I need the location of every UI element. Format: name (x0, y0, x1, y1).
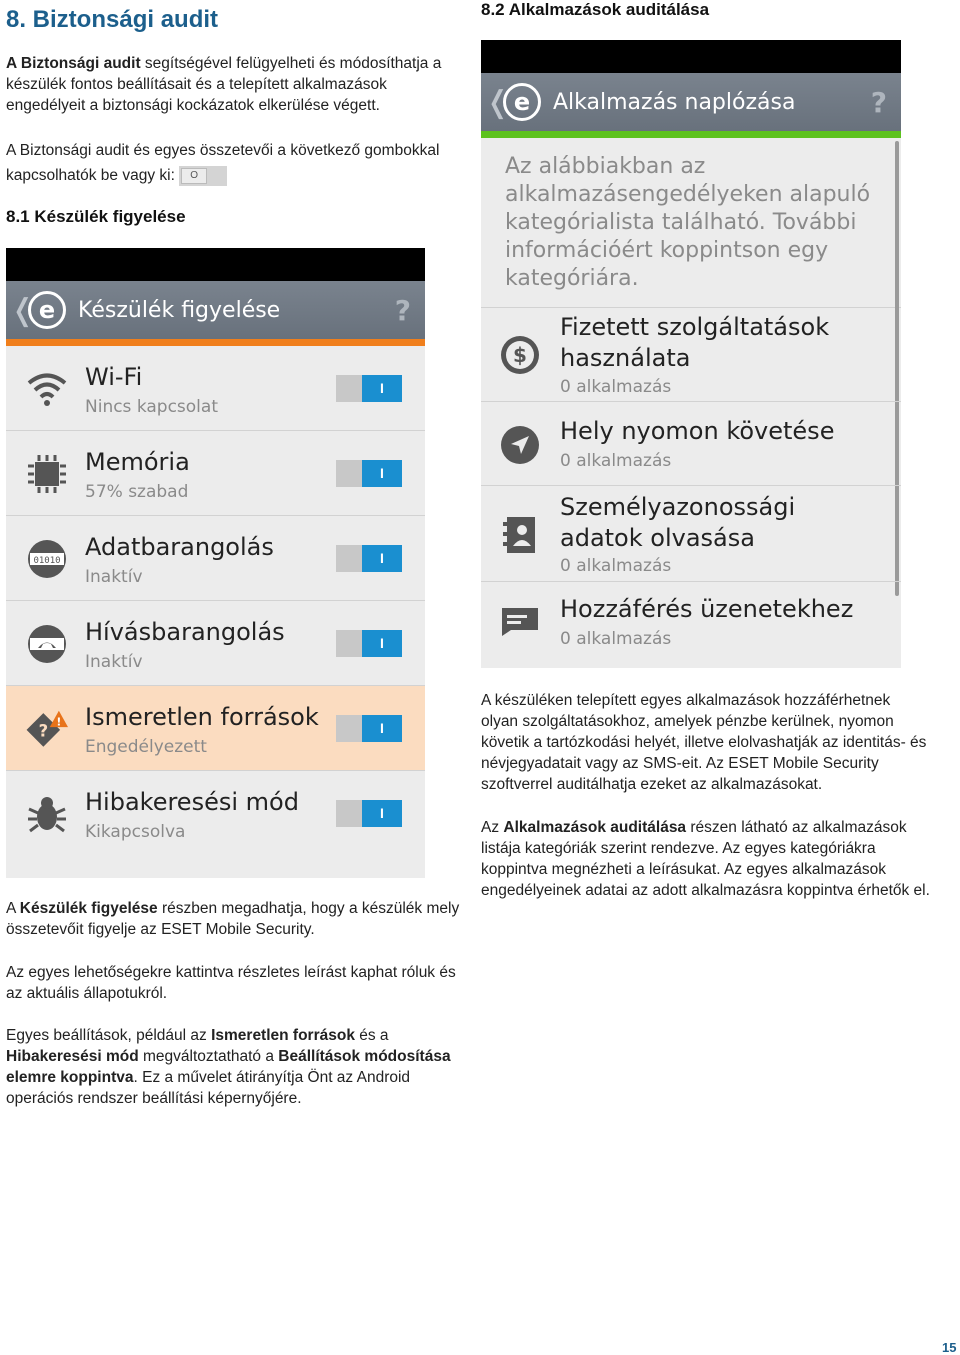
paragraph-device-monitoring (6, 898, 461, 940)
accent-bar (6, 339, 425, 346)
bold-term: Hibakeresési mód (6, 1048, 139, 1065)
list-item-status: Engedélyezett (85, 737, 207, 757)
list-item-title: Hívásbarangolás (85, 618, 285, 646)
location-arrow-icon (499, 424, 541, 466)
data-roaming-globe-icon (26, 538, 68, 580)
list-item-debug-mode[interactable] (6, 771, 425, 856)
list-item-status: Nincs kapcsolat (85, 397, 218, 417)
unknown-sources-toggle[interactable] (336, 715, 402, 742)
text: részben megadhatja, hogy a készülék mely összetevőit figyelje az ESET Mobile Security. (6, 900, 460, 938)
app-category-list (481, 138, 901, 668)
app-bar-title: Készülék figyelése (78, 297, 281, 323)
list-item-title: Wi-Fi (85, 363, 143, 391)
bold-term: Ismeretlen források (211, 1027, 355, 1044)
monitor-list (6, 346, 425, 878)
category-location[interactable] (481, 402, 901, 486)
toggle-knob: I (362, 800, 402, 827)
bug-icon (26, 793, 68, 835)
list-item-title: Memória (85, 448, 190, 476)
status-bar (6, 248, 425, 281)
list-item-call-roaming[interactable] (6, 601, 425, 686)
toggle-knob: I (362, 715, 402, 742)
list-item-title: Adatbarangolás (85, 533, 274, 561)
memory-chip-icon (26, 453, 68, 495)
category-count: 0 alkalmazás (560, 377, 672, 397)
call-roaming-globe-icon (26, 623, 68, 665)
category-messages[interactable] (481, 582, 901, 662)
category-intro-text: Az alábbiakban az alkalmazásengedélyeken alapuló kategórialista található. További információért koppintson egy kategóriára. (481, 138, 901, 308)
app-bar (481, 73, 901, 131)
text: Az (481, 819, 504, 836)
category-count: 0 alkalmazás (560, 629, 672, 649)
unknown-sources-warning-icon (26, 708, 68, 750)
svg-text:?: ? (38, 721, 49, 741)
toggle-example-knob: O (181, 168, 207, 184)
text: Egyes beállítások, például az (6, 1027, 212, 1044)
text: részen látható az alkalmazások listája kategóriák szerint rendezve. Az egyes kategóriákra koppintva megnézheti a leírásukat. Az egyes alkalmazások engedélyeinek adatai az adott alkalmazásra koppintva érhetők el. (481, 819, 930, 899)
list-item-title: Hibakeresési mód (85, 788, 299, 816)
toggle-knob: I (362, 630, 402, 657)
status-bar (481, 40, 901, 73)
contact-card-icon (499, 514, 541, 556)
device-monitoring-screenshot (6, 248, 425, 878)
app-bar (6, 281, 425, 339)
intro-paragraph-2 (6, 138, 456, 188)
message-icon (499, 600, 541, 642)
intro-bold-term: A Biztonsági audit (6, 55, 141, 72)
category-count: 0 alkalmazás (560, 451, 672, 471)
text: és a (354, 1027, 389, 1044)
list-item-unknown-sources[interactable] (6, 686, 425, 771)
text: A (6, 900, 20, 917)
category-title: Hozzáférés üzenetekhez (560, 595, 854, 623)
toggle-knob: I (362, 545, 402, 572)
svg-text:$: $ (513, 343, 527, 367)
list-item-data-roaming[interactable] (6, 516, 425, 601)
page-title: 8. Biztonsági audit (6, 6, 219, 33)
text: . Ez a művelet átirányítja Önt az Android operációs rendszer beállítási képernyőjére. (6, 1069, 411, 1107)
text: megváltoztatható a (138, 1048, 279, 1065)
app-audit-screenshot (481, 40, 901, 668)
list-item-status: 57% szabad (85, 482, 189, 502)
app-bar-title: Alkalmazás naplózása (553, 89, 796, 115)
eset-logo-icon: e (503, 83, 541, 121)
list-item-status: Inaktív (85, 652, 143, 672)
intro-text: segítségével felügyelheti és módosíthatja a készülék fontos beállításait és a telepített alkalmazások engedélyeit a biztonsági kockázatok elkerülése végett. (6, 55, 442, 114)
data-roaming-toggle[interactable] (336, 545, 402, 572)
list-item-memory[interactable] (6, 431, 425, 516)
section-heading-8-2: 8.2 Alkalmazások auditálása (481, 0, 710, 19)
category-paid-services[interactable] (481, 308, 901, 402)
toggle-knob: I (362, 460, 402, 487)
memory-toggle[interactable] (336, 460, 402, 487)
debug-mode-toggle[interactable] (336, 800, 402, 827)
accent-bar (481, 131, 901, 138)
call-roaming-toggle[interactable] (336, 630, 402, 657)
bold-term: Beállítások módosítása elemre koppintva (6, 1048, 451, 1086)
list-item-status: Kikapcsolva (85, 822, 186, 842)
list-item-status: Inaktív (85, 567, 143, 587)
category-title: Hely nyomon követése (560, 417, 835, 445)
paragraph-app-audit (481, 817, 931, 901)
back-icon[interactable]: ❬ (10, 292, 36, 328)
category-title: Személyazonossági adatok olvasása (560, 493, 796, 552)
category-title: Fizetett szolgáltatások használata (560, 313, 830, 372)
wifi-icon (26, 368, 68, 410)
list-item-wifi[interactable] (6, 346, 425, 431)
paragraph-details: Az egyes lehetőségekre kattintva részletes leírást kaphat róluk és az aktuális állapotukról. (6, 964, 456, 1002)
section-heading-8-1: 8.1 Készülék figyelése (6, 207, 186, 226)
bold-term: Alkalmazások auditálása (503, 819, 687, 836)
page-number: 15 (942, 1340, 957, 1355)
category-count: 0 alkalmazás (560, 556, 672, 576)
svg-text:!: ! (56, 715, 62, 729)
help-icon[interactable]: ? (870, 85, 887, 119)
toggle-example-icon (179, 166, 227, 186)
back-icon[interactable]: ❬ (485, 84, 511, 120)
toggle-knob: I (362, 375, 402, 402)
intro-2-text: A Biztonsági audit és egyes összetevői a következő gombokkal kapcsolhatók be vagy ki: (6, 142, 440, 184)
svg-text:01010: 01010 (33, 556, 61, 566)
paragraph-app-access: A készüléken telepített egyes alkalmazások hozzáférhetnek olyan szolgáltatásokhoz, amelyek pénzbe kerülnek, nyomon követik a tartózkodási helyét, illetve elolvashatják az identitás- és névjegyadatait vagy az SMS-eit. Az ESET Mobile Security szoftverrel auditálhatja ezeket az alkalmazásokat. (481, 692, 927, 793)
wifi-toggle[interactable] (336, 375, 402, 402)
paragraph-settings (6, 1025, 456, 1109)
dollar-icon (499, 334, 541, 376)
category-identity[interactable] (481, 486, 901, 582)
help-icon[interactable]: ? (394, 293, 411, 327)
bold-term: Készülék figyelése (19, 900, 158, 917)
eset-logo-icon: e (28, 291, 66, 329)
intro-paragraph-1 (6, 53, 456, 116)
list-item-title: Ismeretlen források (85, 703, 319, 731)
